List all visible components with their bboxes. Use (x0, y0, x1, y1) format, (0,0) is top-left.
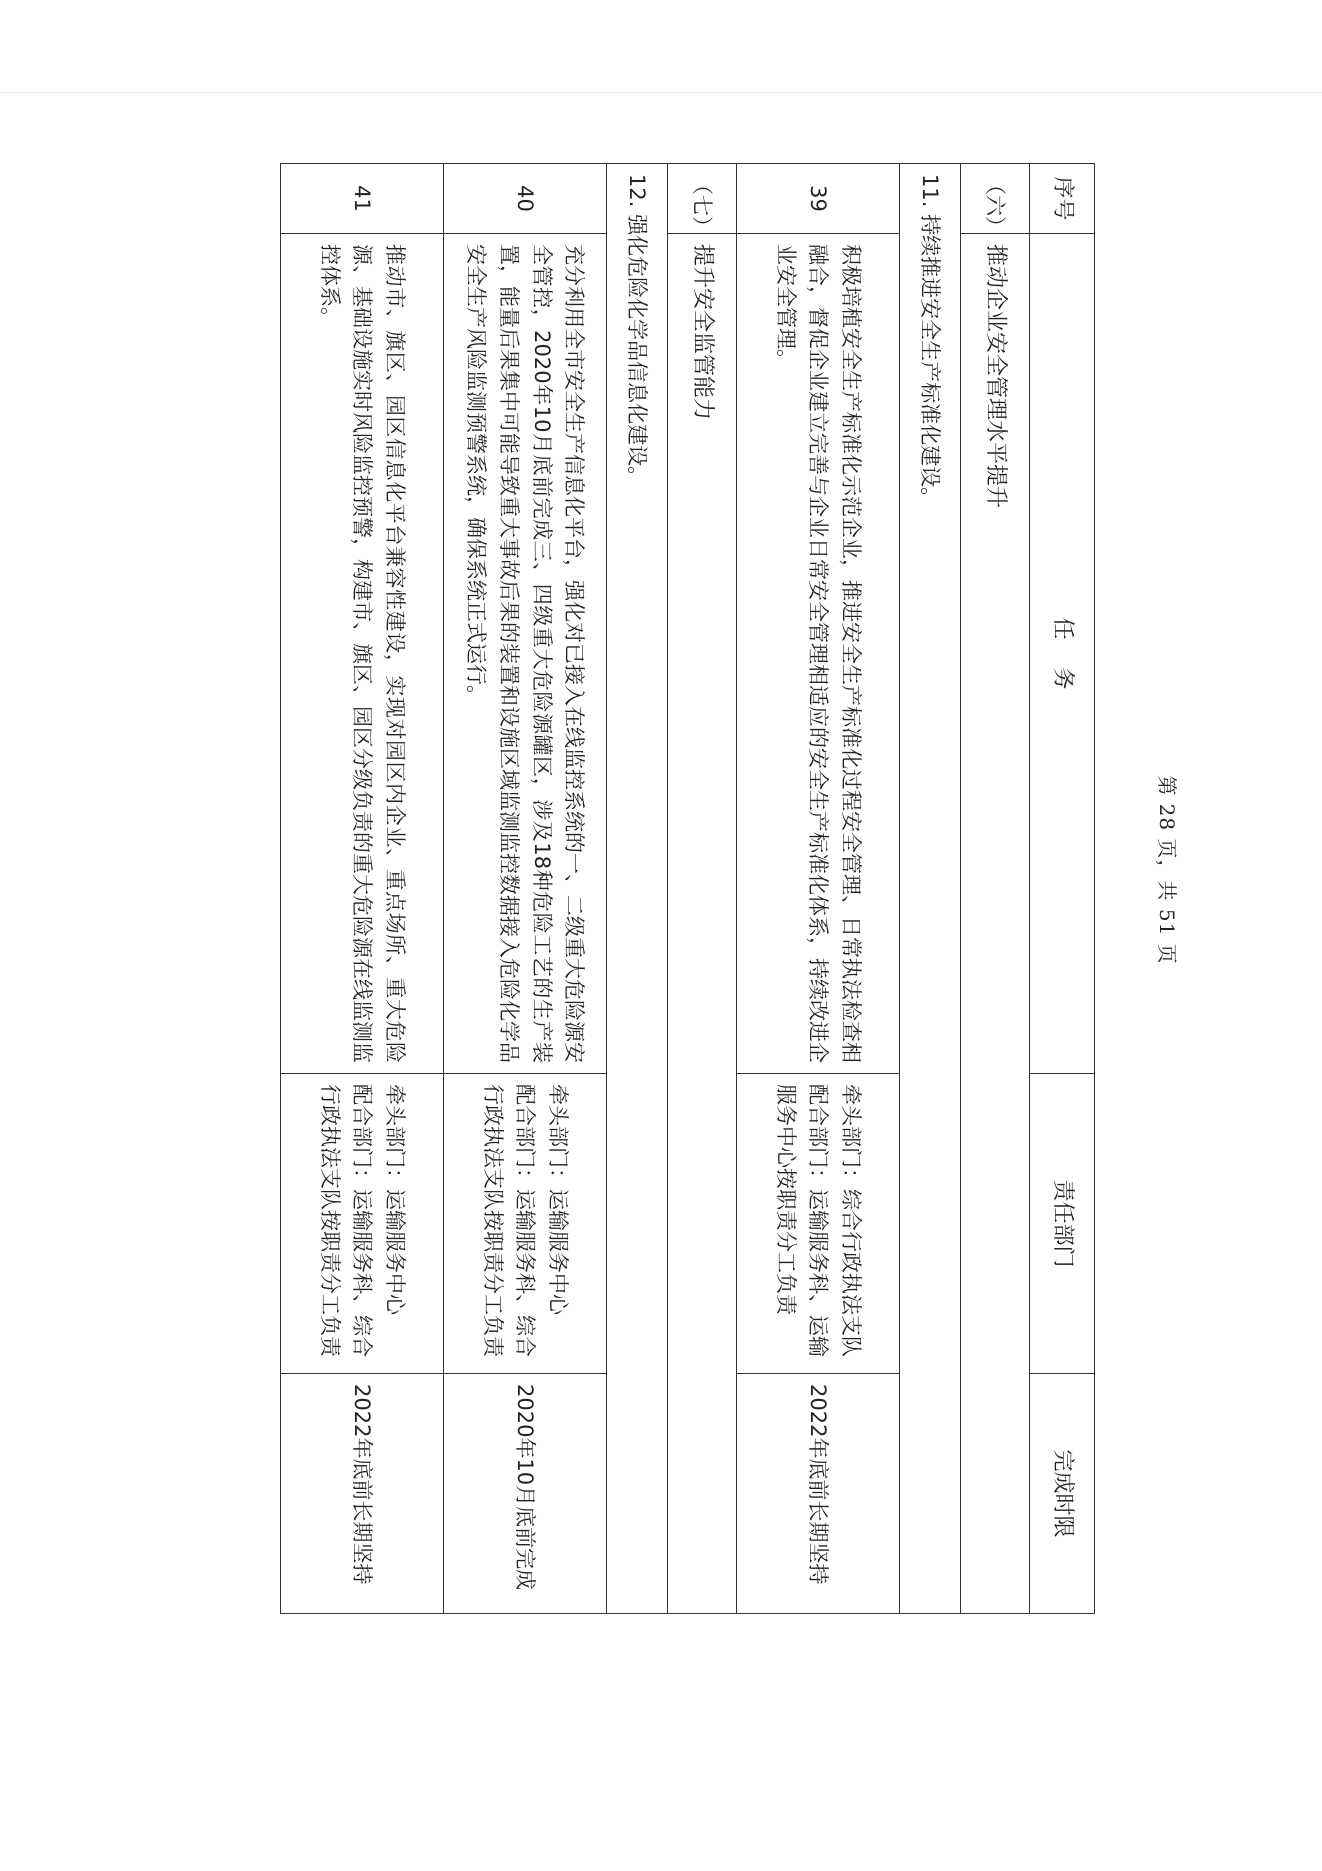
section-row-7 (668, 164, 737, 1614)
section-title: 提升安全监管能力 (668, 234, 737, 1614)
header-task: 任 务 (1030, 234, 1095, 1074)
table-row (444, 164, 607, 1614)
subsection-row-11 (900, 164, 961, 1614)
item-deadline: 2020年10月底前完成 (444, 1374, 607, 1614)
page-number: 第 28 页，共 51 页 (1155, 775, 1179, 965)
item-dept: 牵头部门：综合行政执法支队 配合部门：运输服务科、运输服务中心按职责分工负责 (737, 1074, 900, 1374)
task-table (280, 163, 1095, 1614)
subsection-row-12 (607, 164, 668, 1614)
item-task: 推动市、旗区、园区信息化平台兼容性建设，实现对园区内企业、重点场所、重大危险源、基础设施实时风险监控预警，构建市、旗区、园区分级负责的重大危险源在线监测监控体系。 (281, 234, 444, 1074)
item-task: 积极培植安全生产标准化示范企业，推进安全生产标准化过程安全管理、日常执法检查相融合，督促企业建立完善与企业日常安全管理相适应的安全生产标准化体系，持续改进企业安全管理。 (737, 234, 900, 1074)
item-seq: 41 (281, 164, 444, 234)
header-deadline: 完成时限 (1030, 1374, 1095, 1614)
section-seq: （六） (961, 164, 1030, 234)
item-deadline: 2022年底前长期坚持 (737, 1374, 900, 1614)
section-row-6 (961, 164, 1030, 1614)
table-row (737, 164, 900, 1614)
scan-edge-line (0, 92, 1322, 93)
table-header-row (1030, 164, 1095, 1614)
item-deadline: 2022年底前长期坚持 (281, 1374, 444, 1614)
item-seq: 39 (737, 164, 900, 234)
subsection-title: 12. 强化危险化学品信息化建设。 (607, 164, 668, 1614)
item-dept: 牵头部门：运输服务中心 配合部门：运输服务科、综合行政执法支队按职责分工负责 (444, 1074, 607, 1374)
page-footer (1155, 720, 1185, 1020)
rotated-page (125, 163, 1095, 1613)
item-task: 充分利用全市安全生产信息化平台，强化对已接入在线监控系统的一、二级重大危险源安全管控，2020年10月底前完成三、四级重大危险源罐区，涉及18种危险工艺的生产装置，能量后果集中可能导致重大事故后果的装置和设施区域监测监控数据接入危险化学品安全生产风险监测预警系统，确保系统正式运行。 (444, 234, 607, 1074)
header-dept: 责任部门 (1030, 1074, 1095, 1374)
item-seq: 40 (444, 164, 607, 234)
item-dept: 牵头部门：运输服务中心 配合部门：运输服务科、综合行政执法支队按职责分工负责 (281, 1074, 444, 1374)
table-row (281, 164, 444, 1614)
subsection-title: 11. 持续推进安全生产标准化建设。 (900, 164, 961, 1614)
section-title: 推动企业安全管理水平提升 (961, 234, 1030, 1614)
header-seq: 序号 (1030, 164, 1095, 234)
section-seq: （七） (668, 164, 737, 234)
